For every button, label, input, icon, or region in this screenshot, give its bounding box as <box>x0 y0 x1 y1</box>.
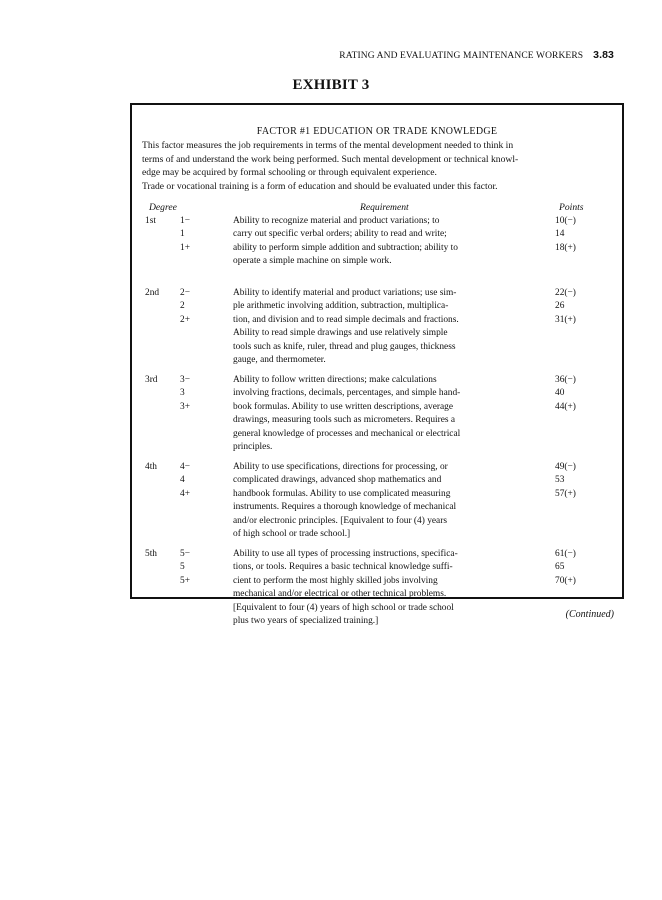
intro-line: Trade or vocational training is a form of education and should be evaluated under this factor. <box>142 180 498 192</box>
requirement-text <box>233 215 523 269</box>
intro-line: This factor measures the job requirements in terms of the mental development needed to think in <box>142 140 514 151</box>
requirement-line: involving fractions, decimals, percentages, and simple hand- <box>233 388 461 399</box>
column-header-points: Points <box>559 202 584 213</box>
degree-name: 3rd <box>145 375 158 385</box>
requirement-line: cient to perform the most highly skilled jobs involving <box>233 575 438 586</box>
requirement-text <box>233 374 523 454</box>
degree-row-4th <box>132 461 622 548</box>
requirement-line: plus two years of specialized training.] <box>233 615 379 626</box>
requirement-line: gauge, and thermometer. <box>233 354 326 365</box>
degree-row-3rd <box>132 374 622 461</box>
factor-heading: FACTOR #1 EDUCATION OR TRADE KNOWLEDGE <box>256 126 498 137</box>
points-value: 14 <box>555 229 565 240</box>
points-list <box>555 287 615 327</box>
points-value: 31(+) <box>555 314 576 325</box>
points-list <box>555 548 615 588</box>
requirement-line: carry out specific verbal orders; ability to read and write; <box>233 229 447 240</box>
subdegree-list <box>180 215 204 255</box>
requirement-line: mechanical and/or electrical or other technical problems. <box>233 589 447 600</box>
points-value: 10(−) <box>555 216 576 226</box>
degree-row-5th <box>132 548 622 632</box>
subdegree-list <box>180 461 204 501</box>
requirement-line: handbook formulas. Ability to use complicated measuring <box>233 488 451 499</box>
intro-line: terms of and understand the work being performed. Such mental development or technical knowl- <box>142 153 519 165</box>
points-list <box>555 374 615 414</box>
subdegree: 4+ <box>180 488 190 499</box>
subdegree: 5− <box>180 549 190 559</box>
requirement-line: Ability to read simple drawings and use relatively simple <box>233 328 448 339</box>
subdegree: 3− <box>180 375 190 385</box>
points-list <box>555 215 615 255</box>
requirement-line: Ability to identify material and product variations; use sim- <box>233 288 457 298</box>
requirement-line: Ability to recognize material and product variations; to <box>233 216 440 226</box>
subdegree-list <box>180 287 204 327</box>
requirement-line: ability to perform simple addition and subtraction; ability to <box>233 242 458 253</box>
page-number: 3.83 <box>593 49 614 61</box>
requirement-line: tions, or tools. Requires a basic technical knowledge suffi- <box>233 562 453 573</box>
requirement-line: Ability to use all types of processing instructions, specifica- <box>233 549 458 559</box>
requirement-line: instruments. Requires a thorough knowledge of mechanical <box>233 502 457 513</box>
requirement-line: [Equivalent to four (4) years of high school or trade school <box>233 602 454 613</box>
factor-description <box>142 139 617 193</box>
degree-name: 1st <box>145 216 156 226</box>
requirement-line: Ability to follow written directions; make calculations <box>233 375 437 385</box>
degree-name: 4th <box>145 462 157 472</box>
subdegree: 5+ <box>180 575 190 586</box>
requirement-text <box>233 461 523 541</box>
points-value: 44(+) <box>555 401 576 412</box>
requirement-line: of high school or trade school.] <box>233 528 351 539</box>
exhibit-title: EXHIBIT 3 <box>292 77 370 93</box>
column-header-requirement: Requirement <box>360 202 409 213</box>
subdegree: 2 <box>180 301 185 312</box>
requirement-line: tion, and division and to read simple decimals and fractions. <box>233 314 459 325</box>
column-header-degree: Degree <box>149 202 177 213</box>
requirement-line: principles. <box>233 441 273 452</box>
requirement-line: drawings, measuring tools such as micrometers. Requires a <box>233 415 456 426</box>
subdegree: 1+ <box>180 242 190 253</box>
continued-note <box>566 609 614 620</box>
requirement-line: tools such as knife, ruler, thread and plug gauges, thickness <box>233 341 456 352</box>
points-value: 26 <box>555 301 565 312</box>
requirement-line: complicated drawings, advanced shop mathematics and <box>233 475 442 486</box>
subdegree: 2− <box>180 288 190 298</box>
degree-row-1st <box>132 215 622 287</box>
subdegree: 1− <box>180 216 190 226</box>
subdegree: 3+ <box>180 401 190 412</box>
points-value: 53 <box>555 475 565 486</box>
subdegree: 3 <box>180 388 185 399</box>
points-value: 49(−) <box>555 462 576 472</box>
subdegree: 1 <box>180 229 185 240</box>
running-head <box>339 49 614 61</box>
points-value: 22(−) <box>555 288 576 298</box>
running-head-title: RATING AND EVALUATING MAINTENANCE WORKERS <box>339 51 584 61</box>
degree-name: 2nd <box>145 288 160 298</box>
requirement-line: and/or electronic principles. [Equivalent to four (4) years <box>233 515 447 526</box>
requirement-line: general knowledge of processes and mechanical or electrical <box>233 428 461 439</box>
requirement-line: operate a simple machine on simple work. <box>233 256 392 267</box>
degree-table <box>132 215 622 632</box>
points-value: 70(+) <box>555 575 576 586</box>
subdegree: 2+ <box>180 314 190 325</box>
points-value: 36(−) <box>555 375 576 385</box>
points-value: 40 <box>555 388 565 399</box>
continued-label: (Continued) <box>565 609 614 620</box>
requirement-line: ple arithmetic involving addition, subtraction, multiplica- <box>233 301 449 312</box>
points-value: 61(−) <box>555 549 576 559</box>
degree-name: 5th <box>145 549 157 559</box>
points-value: 65 <box>555 562 565 573</box>
subdegree-list <box>180 548 204 588</box>
requirement-text <box>233 548 523 628</box>
requirement-text <box>233 287 523 367</box>
subdegree: 5 <box>180 562 185 573</box>
points-value: 18(+) <box>555 242 576 253</box>
degree-row-2nd <box>132 287 622 374</box>
points-value: 57(+) <box>555 488 576 499</box>
intro-line: edge may be acquired by formal schooling or through equivalent experience. <box>142 167 437 178</box>
subdegree: 4− <box>180 462 190 472</box>
points-list <box>555 461 615 501</box>
subdegree-list <box>180 374 204 414</box>
requirement-line: Ability to use specifications, directions for processing, or <box>233 462 448 472</box>
requirement-line: book formulas. Ability to use written descriptions, average <box>233 401 454 412</box>
subdegree: 4 <box>180 475 185 486</box>
